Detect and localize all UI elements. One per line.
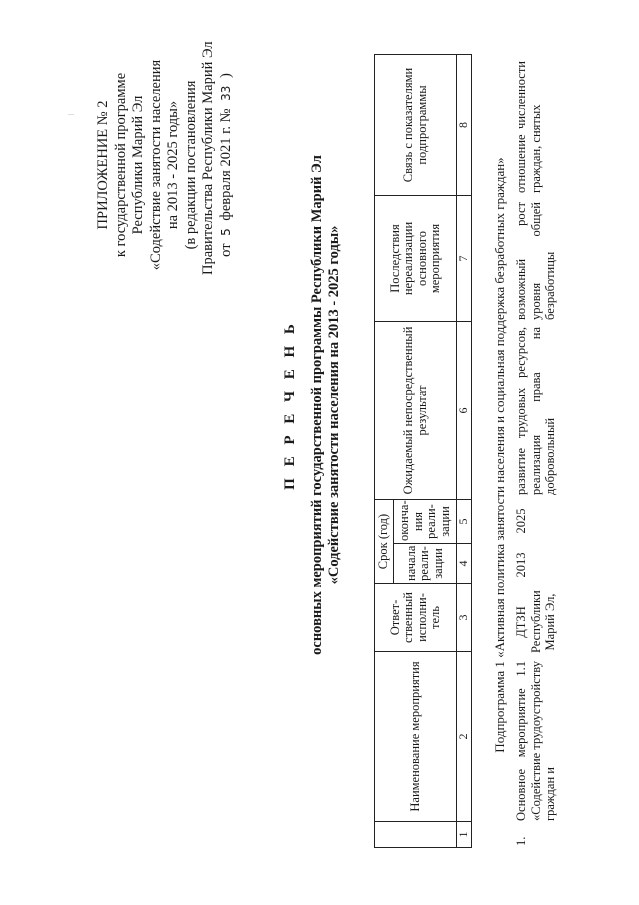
- col-number-5: 5: [457, 500, 472, 544]
- date-number: 33: [218, 85, 233, 101]
- col-number-4: 4: [457, 544, 472, 584]
- title-word: П Е Р Е Ч Е Н Ь: [282, 320, 298, 490]
- subprogram-heading: Подпрограмма 1 «Активная политика занятости населения и социальная поддержка безработных граждан»: [492, 157, 507, 753]
- row-link: отношение численности граждан, снятых: [514, 61, 543, 193]
- col-number-1: 1: [457, 822, 472, 848]
- appendix-date-line: [218, 55, 236, 275]
- appendix-line-5: на 2013 - 2025 годы»: [165, 100, 181, 230]
- header-consequences: Последствия нереализации основного мероприятия: [375, 196, 457, 322]
- appendix-line-2: к государственной программе: [112, 72, 129, 258]
- row-end: 2025: [514, 508, 528, 534]
- row-name: Основное мероприятие 1.1 «Содействие трудоустройству граждан и: [514, 661, 557, 821]
- appendix-line-4: «Содействие занятости населения: [147, 59, 164, 271]
- document-title: [282, 95, 343, 715]
- header-name: Наименование мероприятия: [375, 652, 457, 822]
- col-number-6: 6: [457, 322, 472, 500]
- col-number-7: 7: [457, 196, 472, 322]
- row-consequences: возможный рост уровня общей безработицы: [514, 202, 557, 320]
- title-line-1: основных мероприятий государственной программы Республики Марий Эл: [309, 155, 325, 655]
- row-executor: ДТЗН Республики Марий Эл,: [514, 590, 557, 653]
- date-prefix: от: [217, 243, 234, 257]
- header-start: начала реали-зации: [394, 544, 457, 584]
- col-number-2: 2: [457, 652, 472, 822]
- margin-mark: [68, 114, 74, 115]
- header-result: Ожидаемый непосредственный результат: [375, 322, 457, 500]
- col-number-3: 3: [457, 584, 472, 652]
- appendix-line-6: (в редакции постановления: [182, 80, 199, 250]
- header-link: Связь с показателями подпрограммы: [375, 55, 457, 196]
- header-term: Срок (год): [375, 500, 394, 584]
- date-day: 5: [218, 228, 233, 236]
- header-executor: Ответ-ственный исполни-тель: [375, 584, 457, 652]
- appendix-line-7: Правительства Республики Марий Эл: [200, 41, 216, 275]
- row-number: 1.: [514, 836, 528, 846]
- date-close: ): [217, 73, 234, 78]
- row-result: развитие трудовых ресурсов, реализация права на добровольный: [514, 327, 557, 495]
- date-mid: февраля 2021 г. №: [217, 108, 234, 221]
- col-number-8: 8: [457, 55, 472, 196]
- appendix-header: [95, 41, 235, 275]
- header-end: оконча-ния реали-зации: [394, 500, 457, 544]
- title-line-2: «Содействие занятости населения на 2013 - 2025 годы»: [326, 225, 342, 585]
- header-blank: [375, 822, 457, 848]
- activities-table: [374, 54, 472, 848]
- appendix-line-3: Республики Марий Эл: [130, 95, 146, 235]
- row-start: 2013: [514, 552, 528, 578]
- appendix-line-1: ПРИЛОЖЕНИЕ № 2: [95, 100, 111, 230]
